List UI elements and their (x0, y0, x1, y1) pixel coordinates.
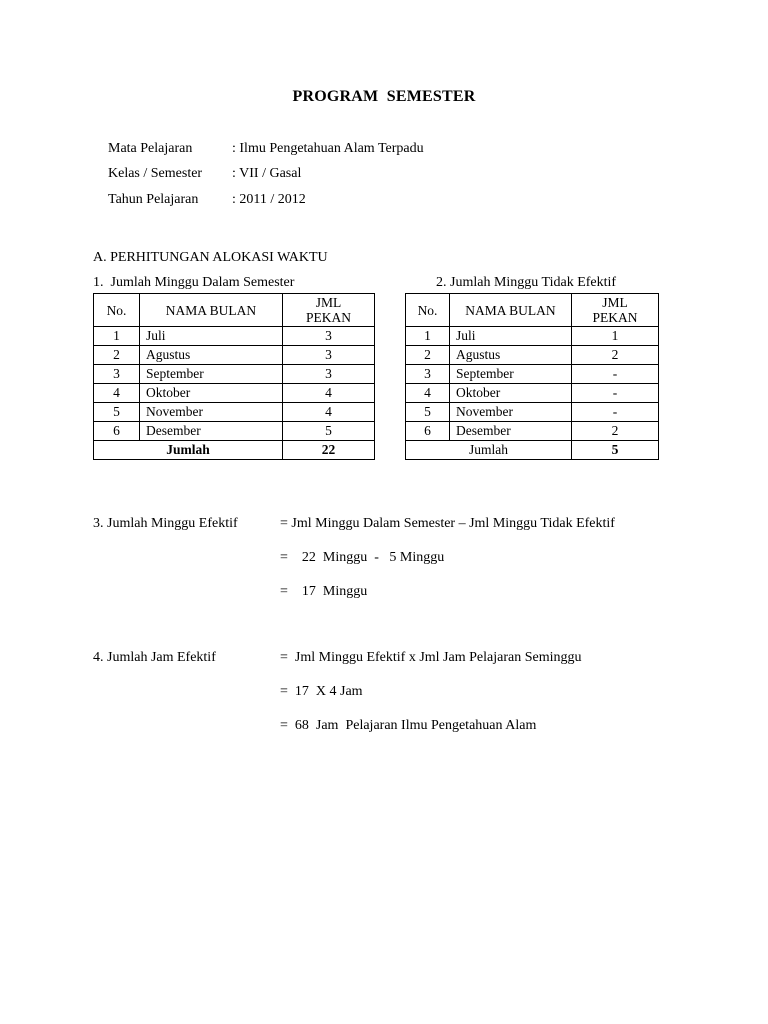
header-month: NAMA BULAN (450, 294, 572, 327)
meta-label-subject: Mata Pelajaran (108, 141, 193, 156)
meta-label-year: Tahun Pelajaran (108, 192, 199, 207)
cell-month: November (140, 403, 283, 422)
table-weeks-in-semester (93, 293, 375, 460)
cell-no: 1 (406, 327, 450, 346)
table-row (94, 327, 375, 346)
table-non-effective-weeks (405, 293, 659, 460)
cell-weeks: 3 (283, 327, 375, 346)
cell-weeks: 3 (283, 346, 375, 365)
cell-no: 5 (406, 403, 450, 422)
table-row (406, 346, 659, 365)
cell-month: Desember (450, 422, 572, 441)
cell-month: Oktober (450, 384, 572, 403)
header-no: No. (406, 294, 450, 327)
cell-no: 2 (94, 346, 140, 365)
cell-month: Oktober (140, 384, 283, 403)
cell-month: September (140, 365, 283, 384)
table-row (94, 422, 375, 441)
meta-value-class: : VII / Gasal (232, 166, 302, 181)
page-title: PROGRAM SEMESTER (292, 88, 476, 105)
cell-no: 1 (94, 327, 140, 346)
cell-weeks: 4 (283, 384, 375, 403)
header-no: No. (94, 294, 140, 327)
cell-month: Agustus (450, 346, 572, 365)
meta-value-year: : 2011 / 2012 (232, 192, 306, 207)
cell-weeks: - (572, 384, 659, 403)
effective-weeks-label: 3. Jumlah Minggu Efektif (93, 516, 238, 531)
cell-weeks: 1 (572, 327, 659, 346)
table-row (94, 384, 375, 403)
cell-weeks: - (572, 403, 659, 422)
cell-month: Juli (140, 327, 283, 346)
cell-no: 6 (406, 422, 450, 441)
cell-month: Agustus (140, 346, 283, 365)
effective-weeks-result: = 17 Minggu (280, 584, 368, 599)
table-row (406, 365, 659, 384)
table-row (406, 403, 659, 422)
cell-no: 3 (406, 365, 450, 384)
table-row (94, 403, 375, 422)
table1-caption: 1. Jumlah Minggu Dalam Semester (93, 275, 295, 290)
table2-caption: 2. Jumlah Minggu Tidak Efektif (436, 275, 617, 290)
meta-label-class: Kelas / Semester (108, 166, 203, 181)
cell-month: September (450, 365, 572, 384)
table-total-row (406, 441, 659, 460)
total-value: 22 (283, 441, 375, 460)
total-label: Jumlah (406, 441, 572, 460)
effective-hours-substitution: = 17 X 4 Jam (280, 684, 363, 699)
header-month: NAMA BULAN (140, 294, 283, 327)
effective-weeks-formula: = Jml Minggu Dalam Semester – Jml Minggu Tidak Efektif (280, 516, 615, 531)
table-row (406, 384, 659, 403)
cell-weeks: - (572, 365, 659, 384)
cell-weeks: 2 (572, 422, 659, 441)
effective-hours-formula: = Jml Minggu Efektif x Jml Jam Pelajaran Seminggu (280, 650, 582, 665)
table-header-row (406, 294, 659, 327)
cell-month: November (450, 403, 572, 422)
table-row (94, 346, 375, 365)
header-weeks: JML PEKAN (572, 294, 659, 327)
cell-no: 4 (406, 384, 450, 403)
table-row (94, 365, 375, 384)
cell-weeks: 3 (283, 365, 375, 384)
cell-weeks: 5 (283, 422, 375, 441)
cell-weeks: 4 (283, 403, 375, 422)
cell-no: 6 (94, 422, 140, 441)
cell-weeks: 2 (572, 346, 659, 365)
header-weeks: JML PEKAN (283, 294, 375, 327)
cell-month: Desember (140, 422, 283, 441)
cell-no: 5 (94, 403, 140, 422)
effective-weeks-substitution: = 22 Minggu - 5 Minggu (280, 550, 445, 565)
cell-month: Juli (450, 327, 572, 346)
table-total-row (94, 441, 375, 460)
effective-hours-label: 4. Jumlah Jam Efektif (93, 650, 216, 665)
total-label: Jumlah (94, 441, 283, 460)
table-row (406, 327, 659, 346)
section-a-heading: A. PERHITUNGAN ALOKASI WAKTU (93, 250, 328, 265)
table-header-row (94, 294, 375, 327)
cell-no: 3 (94, 365, 140, 384)
cell-no: 4 (94, 384, 140, 403)
meta-value-subject: : Ilmu Pengetahuan Alam Terpadu (232, 141, 424, 156)
total-value: 5 (572, 441, 659, 460)
cell-no: 2 (406, 346, 450, 365)
table-row (406, 422, 659, 441)
effective-hours-result: = 68 Jam Pelajaran Ilmu Pengetahuan Alam (280, 718, 537, 733)
